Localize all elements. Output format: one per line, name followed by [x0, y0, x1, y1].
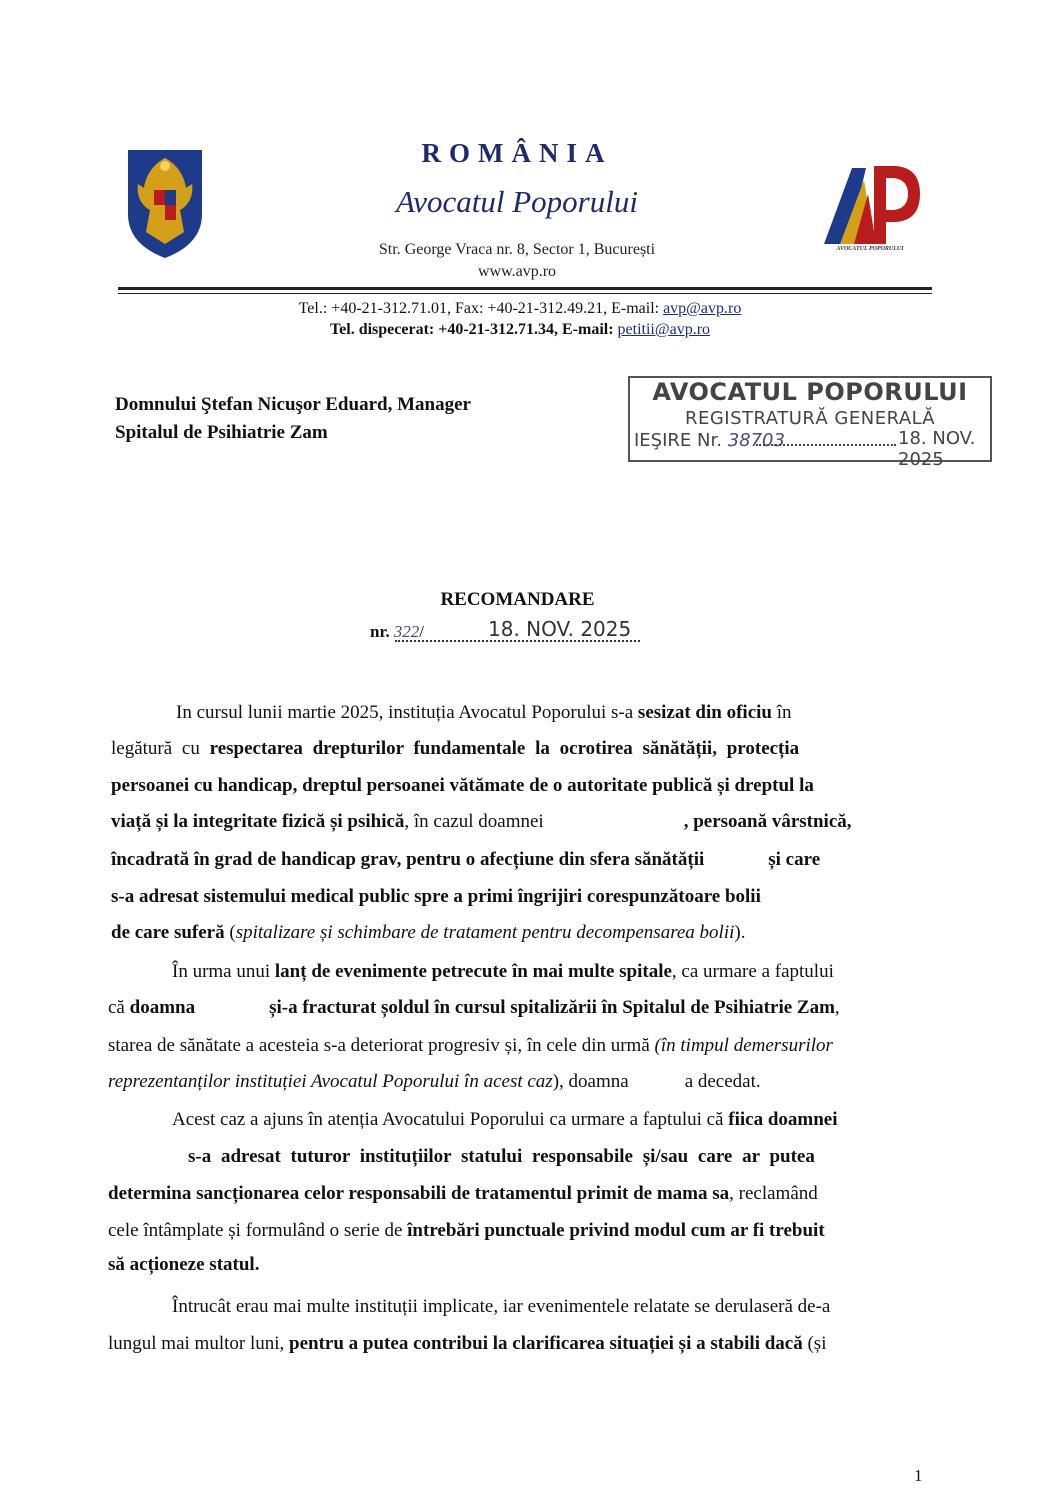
page-number: 1 — [914, 1466, 923, 1485]
text-span: întrebări punctuale privind modul cum ar fi trebuit — [407, 1220, 825, 1241]
text-span: în — [771, 702, 792, 723]
body-line — [111, 885, 761, 909]
text-span: , persoană vârstnică, — [683, 811, 852, 832]
contact-line-1 — [170, 300, 870, 318]
text-span: și care — [768, 849, 821, 870]
recipient-institution: Spitalul de Psihiatrie Zam — [115, 422, 328, 443]
stamp-exit-text: IEŞIRE Nr. — [634, 430, 722, 451]
text-span: ). — [734, 922, 746, 943]
text-span: încadrată în grad de handicap grav, pentru o afecțiune din sfera sănătății — [111, 849, 705, 870]
body-line — [188, 1145, 815, 1169]
nr-value: 322 — [393, 622, 420, 641]
header-divider — [118, 287, 932, 290]
text-span: reprezentanților instituției Avocatul Poporului în acest caz — [108, 1071, 553, 1092]
institution-website: www.avp.ro — [477, 263, 557, 280]
body-line — [111, 737, 799, 761]
text-span: , ca urmare a faptului — [671, 961, 834, 982]
contact-line-2 — [170, 321, 870, 339]
body-line — [108, 1070, 761, 1094]
contact-dispatcher: Tel. dispecerat: +40-21-312.71.34, E-mail: — [329, 321, 618, 338]
text-span: s-a adresat tuturor instituțiilor statului responsabile și/sau care ar putea — [188, 1146, 815, 1167]
text-span: s-a adresat sistemului medical public spre a primi îngrijiri corespunzătoare bolii — [111, 886, 761, 907]
text-span: lungul mai multor luni, — [108, 1333, 290, 1354]
header-divider-thin — [118, 293, 932, 294]
text-span: respectarea drepturilor fundamentale la ocrotirea sănătății, protecția — [209, 738, 800, 759]
avp-logo-icon — [818, 160, 922, 256]
body-line — [172, 1295, 830, 1319]
country-name: ROMÂNIA — [421, 138, 613, 168]
body-line — [108, 1253, 259, 1277]
text-span: , — [834, 997, 840, 1018]
text-span: pentru a putea contribui la clarificarea situației și a stabili dacă — [289, 1333, 803, 1354]
text-span: În urma unui — [172, 961, 275, 982]
text-span: , în cazul doamnei — [404, 811, 544, 832]
text-span: persoanei cu handicap, dreptul persoanei vătămate de o autoritate publică și dreptul la — [111, 775, 814, 796]
body-line — [176, 701, 792, 725]
email-link-avp[interactable]: avp@avp.ro — [663, 300, 742, 317]
text-span: legătură cu — [111, 738, 210, 759]
stamp-date: 18. NOV. 2025 — [898, 428, 976, 470]
document-title: RECOMANDARE — [440, 589, 595, 610]
body-line — [108, 1332, 826, 1356]
text-span: fiica doamnei — [728, 1109, 838, 1130]
body-line — [111, 848, 820, 872]
text-span: (în timpul demersurilor — [654, 1035, 833, 1056]
document-number: nr. 322/ — [370, 622, 424, 641]
email-link-petitii[interactable]: petitii@avp.ro — [617, 321, 711, 338]
text-span: spitalizare și schimbare de tratament pentru decompensarea bolii — [235, 922, 735, 943]
text-span: ( — [224, 922, 236, 943]
nr-label: nr. — [370, 622, 390, 641]
text-span: ), doamna — [552, 1071, 629, 1092]
recipient-name: Domnului Ştefan Nicuşor Eduard, Manager — [115, 394, 471, 415]
text-span: doamna — [129, 997, 196, 1018]
body-line — [172, 960, 834, 984]
institution-name: Avocatul Poporului — [396, 184, 638, 219]
text-span: Întrucât erau mai multe instituții implicate, iar evenimentele relatate se derulaseră de-a — [172, 1296, 831, 1317]
body-line — [108, 1034, 833, 1058]
stamp-number: 38703 — [727, 430, 785, 451]
text-span: că — [108, 997, 130, 1018]
text-span: viață și la integritate fizică și psihică — [111, 811, 405, 832]
text-span: a decedat. — [684, 1071, 761, 1092]
text-span: lanț de evenimente petrecute în mai multe spitale — [274, 961, 672, 982]
text-span: Acest caz a ajuns în atenția Avocatului Poporului ca urmare a faptului că — [172, 1109, 729, 1130]
text-span: și-a fracturat șoldul în cursul spitalizării în Spitalul de Psihiatrie Zam — [269, 997, 835, 1018]
body-line — [111, 774, 814, 798]
text-span: cele întâmplate și formulând o serie de — [108, 1220, 408, 1241]
contact-phone-fax: Tel.: +40-21-312.71.01, Fax: +40-21-312.49.21, E-mail: — [298, 300, 664, 317]
logo-caption: AVOCATUL POPORULUI — [836, 246, 904, 252]
body-line — [108, 1182, 818, 1206]
body-line — [108, 996, 840, 1020]
registry-stamp — [628, 376, 992, 470]
text-span: să acționeze statul. — [108, 1254, 260, 1275]
text-span: de care suferă — [111, 922, 225, 943]
stamp-institution: AVOCATUL POPORULUI — [652, 378, 968, 406]
stamp-dotted-line — [756, 444, 896, 446]
document-date: 18. NOV. 2025 — [488, 617, 632, 641]
stamp-registry: REGISTRATURĂ GENERALĂ — [684, 408, 936, 429]
stamp-exit-label — [634, 430, 785, 451]
text-span: sesizat din oficiu — [637, 702, 772, 723]
body-line — [172, 1108, 838, 1132]
institution-address: Str. George Vraca nr. 8, Sector 1, București — [378, 241, 656, 258]
body-line — [111, 810, 852, 834]
text-span: , reclamând — [729, 1183, 818, 1204]
body-line — [111, 921, 745, 945]
text-span: In cursul lunii martie 2025, instituția Avocatul Poporului s-a — [176, 702, 638, 723]
body-line — [108, 1219, 825, 1243]
text-span: starea de sănătate a acesteia s-a deteriorat progresiv și, în cele din urmă — [108, 1035, 655, 1056]
text-span: (și — [802, 1333, 827, 1354]
text-span: determina sancționarea celor responsabili de tratamentul primit de mama sa — [108, 1183, 730, 1204]
romania-coat-of-arms-icon — [124, 144, 206, 260]
